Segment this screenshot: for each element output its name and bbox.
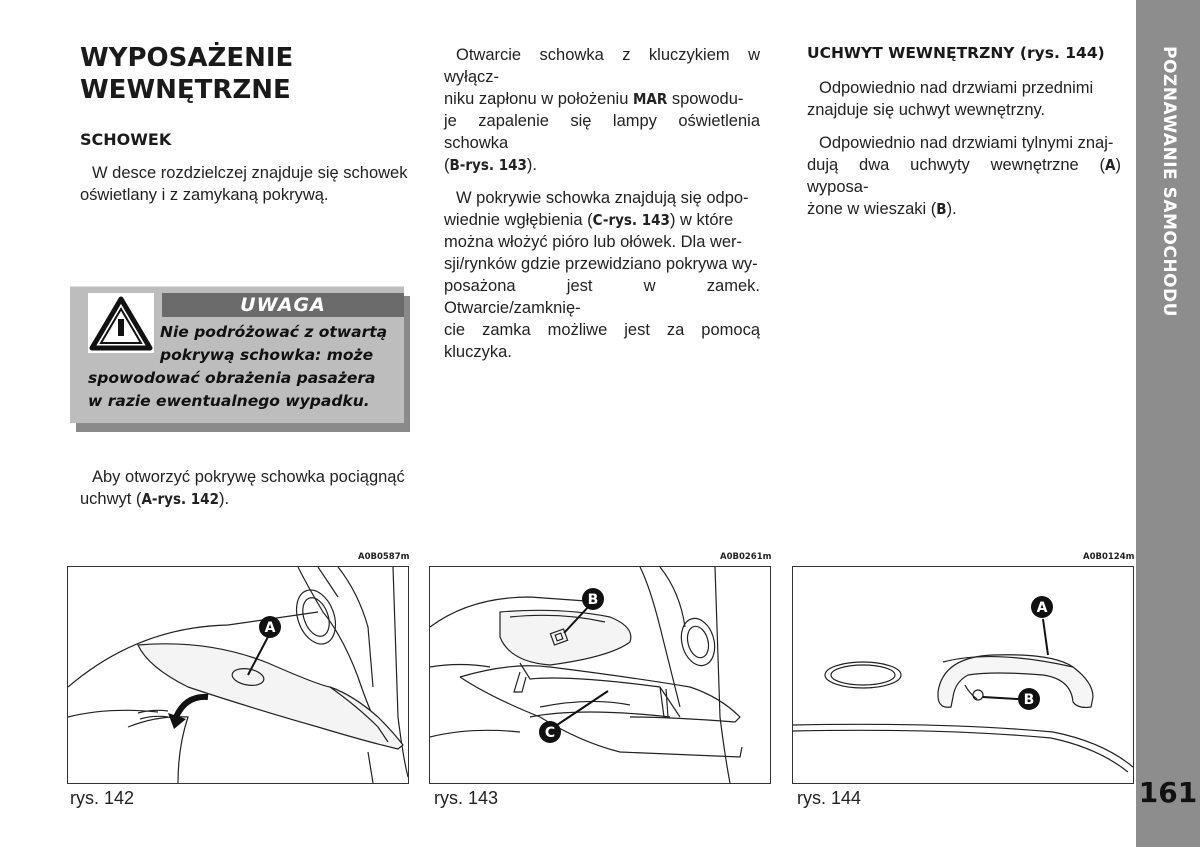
warning-text: [88, 321, 410, 413]
column-3-text: [807, 77, 1121, 231]
figure-code: A0B0587m: [358, 552, 410, 562]
lamp-paragraph: Otwarcie schowka z kluczykiem w wyłącz- niku zapłonu w położeniu MAR spowodu- je zapalenie się lampy oświetlenia schowka (B-rys. 143).: [444, 46, 760, 174]
text-line: oświetlany i z zamykaną pokrywą.: [80, 186, 329, 204]
pen-holder-paragraph: W pokrywie schowka znajdują się odpo- wiednie wgłębienia (C-rys. 143) w które można włożyć pióro lub ołówek. Dla wer- sji/rynków gdzie przewidziano pokrywa wy- posażona jest w zamek. Otwarcie/zamknię- cie zamka możliwe jest za pomocą kluczyka.: [444, 189, 760, 361]
text-line: Aby otworzyć pokrywę schowka pociągnąć: [92, 468, 405, 486]
rear-handle-paragraph: Odpowiednio nad drzwiami tylnymi znaj- dują dwa uchwyty wewnętrzne (A) wyposa- żone w wieszaki (B).: [807, 134, 1121, 218]
figure-144: [792, 566, 1134, 784]
figure-caption: rys. 142: [70, 788, 135, 808]
figure-143: [429, 566, 771, 784]
warning-line: Nie podróżować z otwartą: [160, 323, 388, 341]
front-handle-paragraph: Odpowiednio nad drzwiami przednimi znajduje się uchwyt wewnętrzny.: [807, 79, 1094, 119]
chapter-title: POZNAWANIE SAMOCHODU: [1159, 46, 1179, 317]
warning-line: spowodować obrażenia pasażera: [88, 369, 376, 387]
warning-title: UWAGA: [162, 293, 404, 317]
warning-box: [70, 286, 404, 423]
section-title: [80, 42, 293, 106]
warning-line: w razie ewentualnego wypadku.: [88, 392, 370, 410]
glovebox-closed-illustration: [68, 567, 408, 783]
figure-code: A0B0261m: [720, 552, 772, 562]
callout-label: B: [1023, 692, 1035, 708]
figure-142: [67, 566, 409, 784]
figure-code: A0B0124m: [1083, 552, 1135, 562]
page-number: 161: [1138, 776, 1198, 809]
callout-label: B: [587, 592, 599, 608]
section-title-line2: WEWNĘTRZNE: [80, 75, 291, 105]
column-2-text: [444, 44, 760, 374]
glovebox-open-illustration: [430, 567, 770, 783]
open-glovebox-paragraph: [80, 466, 420, 510]
warning-line: pokrywą schowka: może: [160, 346, 374, 364]
callout-label: A: [1036, 600, 1048, 616]
callout-label: C: [544, 725, 556, 741]
text-line: uchwyt (A-rys. 142).: [80, 490, 230, 508]
schowek-paragraph: [80, 162, 410, 206]
callout-label: A: [264, 620, 276, 636]
ceiling-handle-illustration: [793, 567, 1133, 783]
section-title-line1: WYPOSAŻENIE: [80, 43, 294, 73]
subsection-title: SCHOWEK: [80, 130, 172, 149]
text-line: W desce rozdzielczej znajduje się schowek: [92, 164, 408, 182]
chapter-sidebar: [1136, 0, 1200, 847]
figure-caption: rys. 144: [797, 788, 862, 808]
handle-heading: UCHWYT WEWNĘTRZNY (rys. 144): [807, 44, 1105, 62]
figure-caption: rys. 143: [434, 788, 499, 808]
